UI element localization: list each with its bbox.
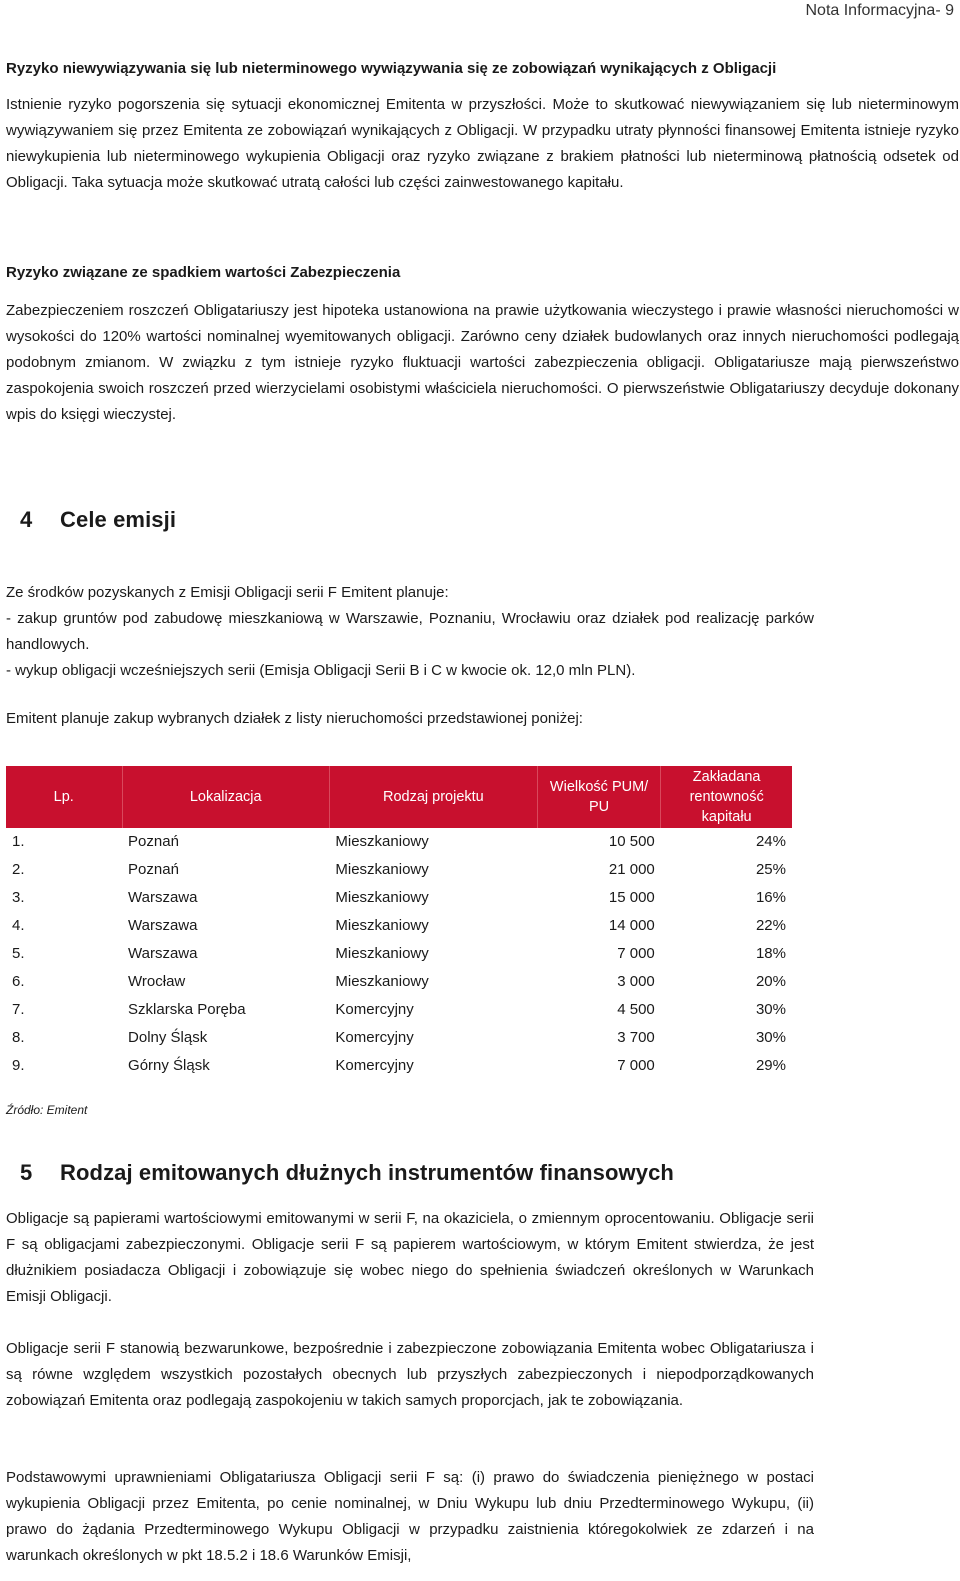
cell-rentownosc: 30% bbox=[755, 1029, 786, 1046]
cell-lokalizacja: Szklarska Poręba bbox=[128, 1001, 246, 1018]
cell-lokalizacja: Poznań bbox=[128, 861, 179, 878]
header-rentownosc: Zakładana rentowność kapitału bbox=[661, 766, 792, 828]
table-row bbox=[6, 1052, 792, 1080]
table-row bbox=[6, 1024, 792, 1052]
table-row bbox=[6, 884, 792, 912]
section4-bullet1: - zakup gruntów pod zabudowę mieszkaniową w Warszawie, Poznaniu, Wrocławiu oraz działek pod realizację parków handlowych. bbox=[6, 610, 814, 653]
cell-wielkosc: 21 000 bbox=[608, 861, 655, 878]
cell-rentownosc: 16% bbox=[755, 889, 786, 906]
section5-para2: Obligacje serii F stanowią bezwarunkowe, bezpośrednie i zabezpieczone zobowiązania Emitenta wobec Obligatariusza i są równe względem wszystkich pozostałych obecnych lub przyszłych zabezpieczonych i niepodporządkowanych zobowiązań Emitenta oraz podlegają zaspokojeniu w takich samych proporcjach, jak te zobowiązania. bbox=[6, 1340, 814, 1409]
section5-heading bbox=[6, 1160, 674, 1186]
cell-lp: 7. bbox=[12, 1001, 25, 1018]
table-intro: Emitent planuje zakup wybranych działek z listy nieruchomości przedstawionej poniżej: bbox=[6, 710, 583, 727]
cell-rentownosc: 18% bbox=[755, 945, 786, 962]
cell-rodzaj: Mieszkaniowy bbox=[335, 945, 429, 962]
header-lp: Lp. bbox=[6, 766, 122, 828]
projects-table bbox=[6, 766, 792, 1080]
cell-rodzaj: Mieszkaniowy bbox=[335, 917, 429, 934]
cell-wielkosc: 14 000 bbox=[608, 917, 655, 934]
section4-intro: Ze środków pozyskanych z Emisji Obligacji serii F Emitent planuje: bbox=[6, 584, 449, 601]
cell-lp: 6. bbox=[12, 973, 25, 990]
table-row bbox=[6, 996, 792, 1024]
cell-rentownosc: 30% bbox=[755, 1001, 786, 1018]
table-header-row bbox=[6, 766, 792, 828]
header-rodzaj-projektu: Rodzaj projektu bbox=[329, 766, 537, 828]
cell-rodzaj: Komercyjny bbox=[335, 1057, 414, 1074]
table-row bbox=[6, 912, 792, 940]
cell-lokalizacja: Warszawa bbox=[128, 945, 198, 962]
risk2-title: Ryzyko związane ze spadkiem wartości Zabezpieczenia bbox=[6, 264, 401, 281]
cell-rodzaj: Komercyjny bbox=[335, 1029, 414, 1046]
cell-wielkosc: 7 000 bbox=[617, 1057, 655, 1074]
cell-lp: 5. bbox=[12, 945, 25, 962]
cell-wielkosc: 10 500 bbox=[608, 833, 655, 850]
cell-lokalizacja: Dolny Śląsk bbox=[128, 1029, 208, 1046]
cell-wielkosc: 7 000 bbox=[617, 945, 655, 962]
section5-title: Rodzaj emitowanych dłużnych instrumentów finansowych bbox=[60, 1160, 674, 1185]
table-row bbox=[6, 940, 792, 968]
section5-para1: Obligacje są papierami wartościowymi emitowanymi w serii F, na okaziciela, o zmiennym oprocentowaniu. Obligacje serii F są obligacjami zabezpieczonymi. Obligacje serii F są papierem wartościowym, w którym Emitent stwierdza, że jest dłużnikiem posiadacza Obligacji i zobowiązuje się wobec niego do spełnienia świadczeń określonych w Warunkach Emisji Obligacji. bbox=[6, 1210, 814, 1305]
header-lokalizacja: Lokalizacja bbox=[122, 766, 329, 828]
section4-number: 4 bbox=[20, 507, 33, 532]
cell-rentownosc: 24% bbox=[755, 833, 786, 850]
risk1-title: Ryzyko niewywiązywania się lub nieterminowego wywiązywania się ze zobowiązań wynikających z Obligacji bbox=[6, 60, 777, 77]
cell-rentownosc: 29% bbox=[755, 1057, 786, 1074]
cell-rentownosc: 25% bbox=[755, 861, 786, 878]
cell-lp: 3. bbox=[12, 889, 25, 906]
cell-wielkosc: 3 000 bbox=[617, 973, 655, 990]
cell-rodzaj: Mieszkaniowy bbox=[335, 861, 429, 878]
risk1-body: Istnienie ryzyko pogorszenia się sytuacji ekonomicznej Emitenta w przyszłości. Może to skutkować niewywiązaniem się lub nieterminowym wywiązywaniem się przez Emitenta ze zobowiązań wynikających z Obligacji. W przypadku utraty płynności finansowej Emitenta istnieje ryzyko niewykupienia lub nieterminowego wykupienia Obligacji oraz ryzyko związane z brakiem płatności lub nieterminową płatnością odsetek od Obligacji. Taka sytuacja może skutkować utratą całości lub części zainwestowanego kapitału. bbox=[6, 96, 959, 191]
cell-rodzaj: Komercyjny bbox=[335, 1001, 414, 1018]
section4-bullet2: - wykup obligacji wcześniejszych serii (Emisja Obligacji Serii B i C w kwocie ok. 12,0 mln PLN). bbox=[6, 662, 636, 679]
cell-lp: 8. bbox=[12, 1029, 25, 1046]
cell-rentownosc: 22% bbox=[755, 917, 786, 934]
section4-heading bbox=[6, 507, 176, 533]
table-source: Źródło: Emitent bbox=[6, 1103, 88, 1117]
cell-lokalizacja: Warszawa bbox=[128, 917, 198, 934]
cell-lokalizacja: Górny Śląsk bbox=[128, 1057, 210, 1074]
cell-wielkosc: 4 500 bbox=[617, 1001, 655, 1018]
table-row bbox=[6, 828, 792, 856]
section5-number: 5 bbox=[20, 1160, 33, 1185]
cell-rodzaj: Mieszkaniowy bbox=[335, 973, 429, 990]
header-wielkosc: Wielkość PUM/ PU bbox=[537, 766, 660, 828]
cell-lokalizacja: Warszawa bbox=[128, 889, 198, 906]
cell-wielkosc: 3 700 bbox=[617, 1029, 655, 1046]
section4-intro-block bbox=[6, 580, 814, 684]
cell-lp: 1. bbox=[12, 833, 25, 850]
cell-lokalizacja: Poznań bbox=[128, 833, 179, 850]
risk2-body: Zabezpieczeniem roszczeń Obligatariuszy jest hipoteka ustanowiona na prawie użytkowania wieczystego i prawie własności nieruchomości w wysokości do 120% wartości nominalnej wyemitowanych obligacji. Zarówno ceny działek budowlanych oraz innych nieruchomości podlegają podobnym zmianom. W związku z tym istnieje ryzyko fluktuacji wartości zabezpieczenia obligacji. Obligatariusze mają pierwszeństwo zaspokojenia swoich roszczeń przed wierzycielami osobistymi właściciela nieruchomości. O pierwszeństwie Obligatariuszy decyduje dokonany wpis do księgi wieczystej. bbox=[6, 302, 959, 423]
cell-rodzaj: Mieszkaniowy bbox=[335, 889, 429, 906]
cell-rodzaj: Mieszkaniowy bbox=[335, 833, 429, 850]
table-row bbox=[6, 968, 792, 996]
section4-title: Cele emisji bbox=[60, 507, 177, 532]
cell-lp: 4. bbox=[12, 917, 25, 934]
cell-rentownosc: 20% bbox=[755, 973, 786, 990]
running-header: Nota Informacyjna- 9 bbox=[805, 2, 954, 19]
cell-lp: 2. bbox=[12, 861, 25, 878]
cell-lokalizacja: Wrocław bbox=[128, 973, 186, 990]
cell-lp: 9. bbox=[12, 1057, 25, 1074]
table-row bbox=[6, 856, 792, 884]
cell-wielkosc: 15 000 bbox=[608, 889, 655, 906]
section5-para3: Podstawowymi uprawnieniami Obligatariusza Obligacji serii F są: (i) prawo do świadczenia pieniężnego w postaci wykupienia Obligacji przez Emitenta, po cenie nominalnej, w Dniu Wykupu lub dniu Przedterminowego Wykupu, (ii) prawo do żądania Przedterminowego Wykupu Obligacji w przypadku zaistnienia któregokolwiek ze zdarzeń i na warunkach określonych w pkt 18.5.2 i 18.6 Warunków Emisji, bbox=[6, 1469, 814, 1564]
